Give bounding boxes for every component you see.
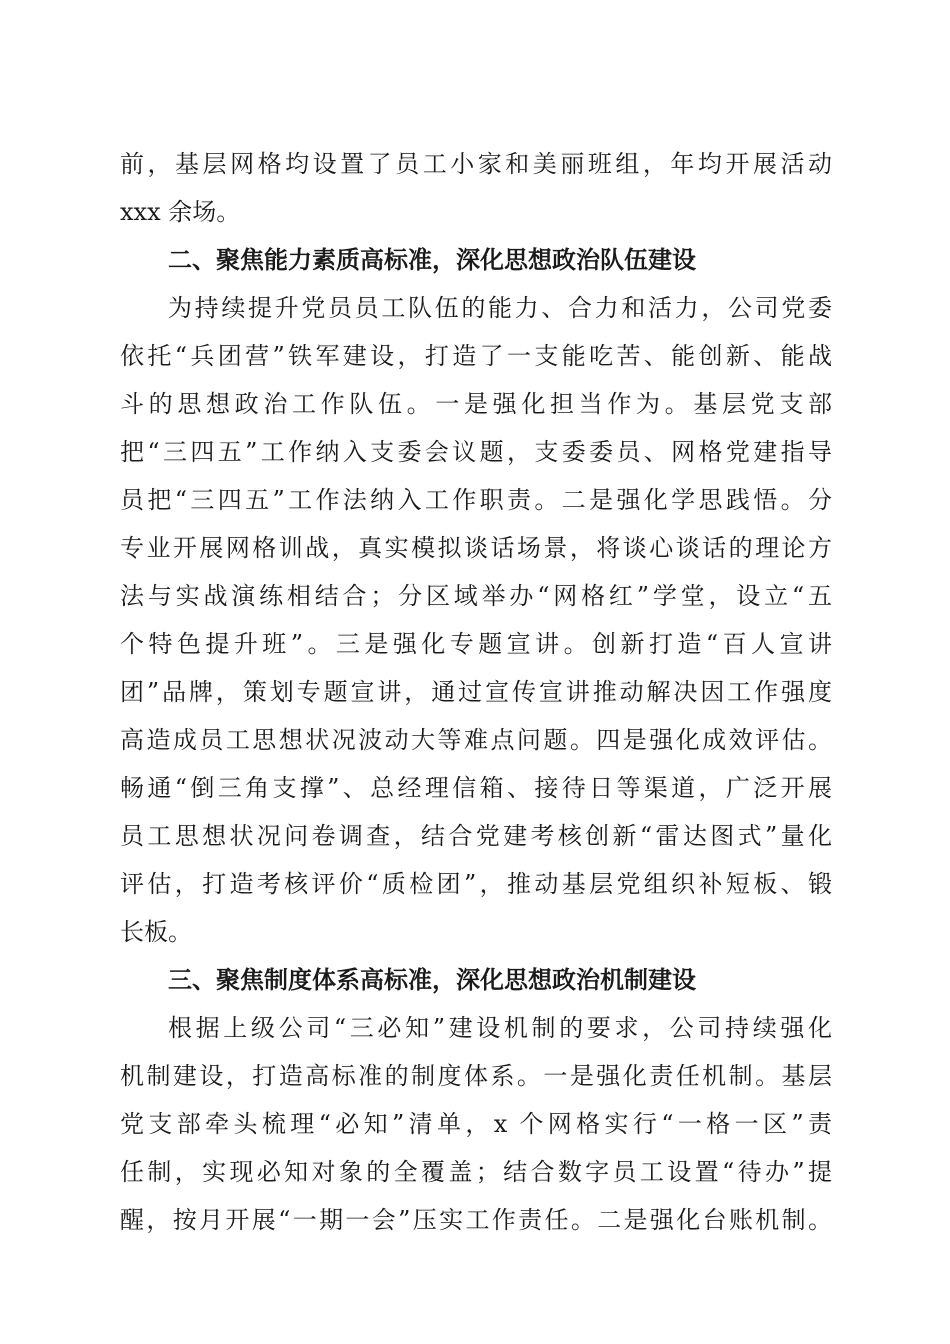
paragraph-line: xxx 余场。 <box>120 198 241 226</box>
paragraph-line: 醒，按月开展“一期一会”压实工作责任。二是强化台账机制。 <box>120 1206 832 1234</box>
paragraph-line: 依托“兵团营”铁军建设，打造了一支能吃苦、能创新、能战 <box>120 342 832 370</box>
paragraph-line: 员把“三四五”工作法纳入工作职责。二是强化学思践悟。分 <box>120 486 832 514</box>
paragraph-line: 个特色提升班”。三是强化专题宣讲。创新打造“百人宣讲 <box>120 630 832 658</box>
paragraph-line: 畅通“倒三角支撑”、总经理信箱、接待日等渠道，广泛开展 <box>120 774 832 802</box>
paragraph-line: 党支部牵头梳理“必知”清单，x 个网格实行“一格一区”责 <box>120 1110 832 1138</box>
paragraph-line: 斗的思想政治工作队伍。一是强化担当作为。基层党支部 <box>120 390 832 418</box>
paragraph-line: 专业开展网格训战，真实模拟谈话场景，将谈心谈话的理论方 <box>120 534 832 562</box>
paragraph-line: 为持续提升党员员工队伍的能力、合力和活力，公司党委 <box>168 294 832 322</box>
section-heading: 二、聚焦能力素质高标准，深化思想政治队伍建设 <box>168 246 696 274</box>
paragraph-line: 根据上级公司“三必知”建设机制的要求，公司持续强化 <box>168 1014 832 1042</box>
document-body <box>120 140 832 1244</box>
paragraph-line: 长板。 <box>120 918 192 946</box>
paragraph-line: 高造成员工思想状况波动大等难点问题。四是强化成效评估。 <box>120 726 832 754</box>
paragraph-line: 前，基层网格均设置了员工小家和美丽班组，年均开展活动 <box>120 150 832 178</box>
paragraph-line: 员工思想状况问卷调查，结合党建考核创新“雷达图式”量化 <box>120 822 832 850</box>
paragraph-line: 法与实战演练相结合；分区域举办“网格红”学堂，设立“五 <box>120 582 832 610</box>
paragraph-line: 把“三四五”工作纳入支委会议题，支委委员、网格党建指导 <box>120 438 832 466</box>
paragraph-line: 团”品牌，策划专题宣讲，通过宣传宣讲推动解决因工作强度 <box>120 678 832 706</box>
paragraph-line: 评估，打造考核评价“质检团”，推动基层党组织补短板、锻 <box>120 870 832 898</box>
paragraph-line: 机制建设，打造高标准的制度体系。一是强化责任机制。基层 <box>120 1062 832 1090</box>
paragraph-line: 任制，实现必知对象的全覆盖；结合数字员工设置“待办”提 <box>120 1158 832 1186</box>
section-heading: 三、聚焦制度体系高标准，深化思想政治机制建设 <box>168 966 696 994</box>
